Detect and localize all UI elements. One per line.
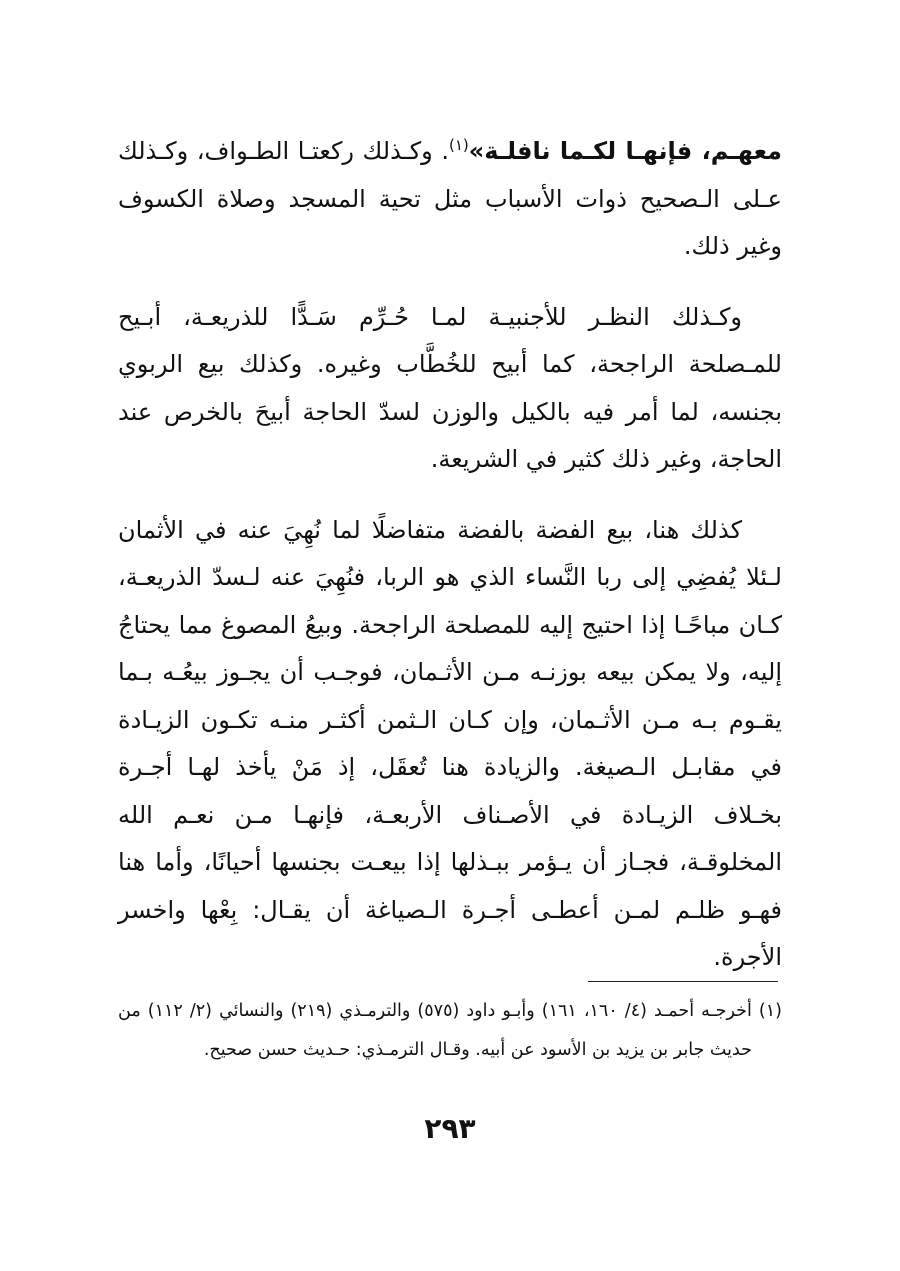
paragraph-1-text: . وكـذلك ركعتـا الطـواف، وكـذلك عـلى الـصحيح ذوات الأسباب مثل تحية المسجد وصلاة الكسوف وغير ذلك. xyxy=(118,137,782,260)
paragraph-1-bold-lead: معهـم، فإنهـا لكـما نافلـة» xyxy=(468,137,782,165)
footnotes xyxy=(118,992,782,1070)
page-number: ٢٩٣ xyxy=(424,1112,476,1145)
main-text xyxy=(118,128,782,1005)
footnote-separator xyxy=(588,981,778,982)
paragraph-1 xyxy=(118,128,782,271)
paragraph-3: كذلك هنا، بيع الفضة بالفضة متفاضلًا لما نُهِيَ عنه في الأثمان لـئلا يُفضِي إلى ربا النَّساء الذي هو الربا، فنُهِيَ عنه لـسدّ الذريعـة، كـان مباحًـا إذا احتيج إليه للمصلحة الراجحة. وبيعُ المصوغ مما يحتاجُ إليه، ولا يمكن بيعه بوزنـه مـن الأثـمان، فوجـب أن يجـوز بيعُـه بـما يقـوم بـه مـن الأثـمان، وإن كـان الـثمن أكثـر منـه تكـون الزيـادة في مقابـل الـصيغة. والزيادة هنا تُعقَل، إذ مَنْ يأخذ لهـا أجـرة بخـلاف الزيـادة في الأصـناف الأربعـة، فإنهـا مـن نعـم الله المخلوقـة، فجـاز أن يـؤمر ببـذلها إذا بيعـت بجنسها أحيانًا، وأما هنا فهـو ظلـم لمـن أعطـى أجـرة الـصياغة أن يقـال: بِعْها واخسر الأجرة. xyxy=(118,515,782,971)
footnote-reference[interactable]: (١) xyxy=(448,136,469,154)
paragraph-2: وكـذلك النظـر للأجنبيـة لمـا حُـرِّم سَـدًّا للذريعـة، أبـيح للمـصلحة الراجحة، كما أبيح للخُطَّاب وغيره. وكذلك بيع الربوي بجنسه، لما أمر فيه بالكيل والوزن لسدّ الحاجة أبيحَ بالخرص عند الحاجة، وغير ذلك كثير في الشريعة. xyxy=(118,302,782,473)
footnote-1: (١) أخرجـه أحمـد (٤/ ١٦٠، ١٦١) وأبـو داود (٥٧٥) والترمـذي (٢١٩) والنسائي (٢/ ١١٢) من حديث جابر بن يزيد بن الأسود عن أبيه. وقـال الترمـذي: حـديث حسن صحيح. xyxy=(118,1001,782,1060)
